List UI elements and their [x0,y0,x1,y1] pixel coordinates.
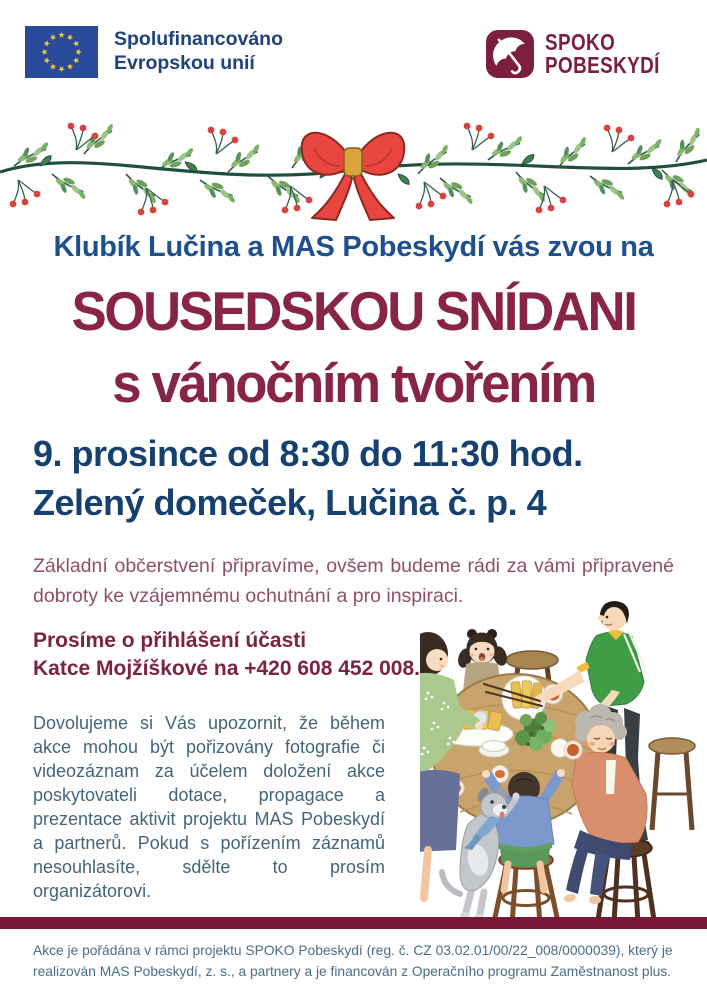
family-breakfast-illustration [420,598,707,925]
eu-text-line1: Spolufinancováno [114,28,284,51]
event-title-line1: SOUSEDSKOU SNÍDANI [71,280,636,342]
event-title-line2: s vánočním tvořením [112,351,595,414]
eu-flag-icon [25,26,98,78]
eu-text-line2: Evropskou unií [114,52,255,74]
umbrella-icon [485,28,535,80]
christmas-garland [0,108,707,222]
event-date: 9. prosince od 8:30 do 11:30 hod. [33,433,583,474]
spoko-logo [485,28,685,80]
event-place: Zelený domeček, Lučina č. p. 4 [33,481,547,523]
refreshments-paragraph: Základní občerstvení připravíme, ovšem budeme rádi za vámi připravené dobroty ke vzájemnému ochutnání a pro inspiraci. [33,555,674,608]
rsvp-line2: Katce Mojžíškové na +420 608 452 008. [33,656,420,680]
eu-cofunding-text [114,28,283,76]
eu-cofunding-logo [25,26,283,78]
photo-disclaimer-paragraph: Dovolujeme si Vás upozornit, že během akce mohou být pořizovány fotografie či videozáznam za účelem doložení akce poskytovateli dotace, propagace a prezentace aktivit projektu MAS Pobeskydí a partnerů. Pokud s pořízením záznamů nesouhlasíte, sdělte to prosím organizátorovi. [33,713,385,901]
event-when-where [33,430,583,528]
spoko-text-line1: SPOKO [545,28,616,55]
rsvp-block [33,627,420,682]
footer-divider-bar [0,917,707,929]
event-title [14,276,693,419]
red-bow-icon [302,133,405,220]
rsvp-line1: Prosíme o přihlášení účasti [33,629,307,652]
spoko-logo-text [545,28,660,78]
footer-project-text: Akce je pořádána v rámci projektu SPOKO Pobeskydí (reg. č. CZ 03.02.01/00/22_008/0000039), který je realizován MAS Pobeskydí, z. s., a partnery a je financován z Operačního programu Zaměstnanost plus. [33,943,673,979]
invite-intro-line: Klubík Lučina a MAS Pobeskydí vás zvou na [53,231,654,263]
spoko-text-line2: POBESKYDÍ [545,52,660,78]
